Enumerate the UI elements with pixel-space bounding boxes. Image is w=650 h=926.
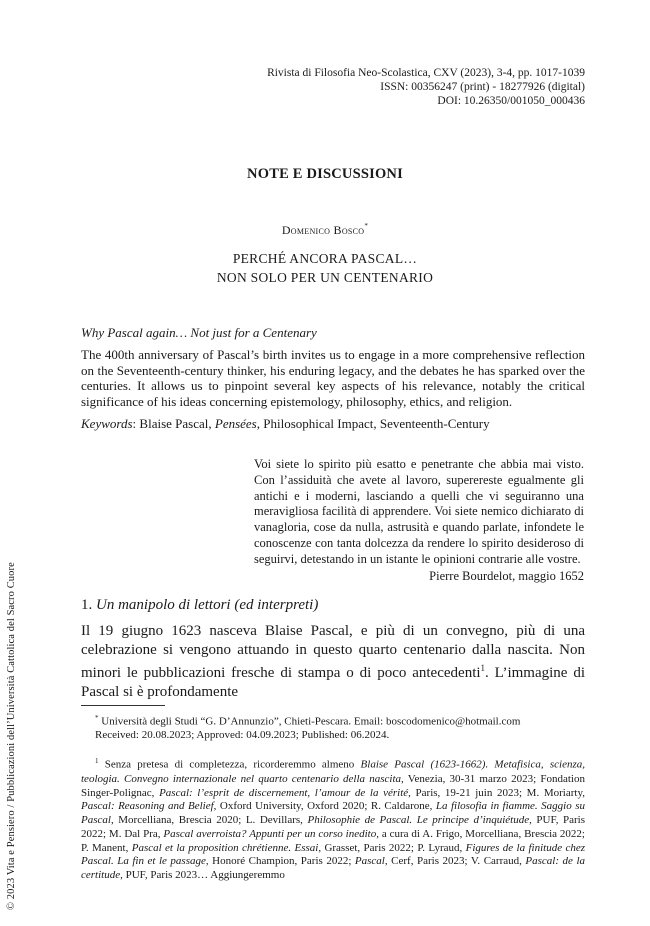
author-affiliation: Università degli Studi “G. D’Annunzio”, Chieti-Pescara. Email: boscodomenico@hotmail.com xyxy=(101,715,521,728)
article-title xyxy=(0,249,650,287)
fn1-text: Senza pretesa di completezza, ricorderemmo almeno xyxy=(104,758,361,771)
epigraph-attribution: Pierre Bourdelot, maggio 1652 xyxy=(429,568,584,583)
fn1-text: , Paris, 19-21 juin 2023; M. Moriarty, xyxy=(408,786,585,799)
fn1-text: , PUF, Paris 2022; M. Dal Pra, xyxy=(81,814,585,840)
fn1-italic: Pascal averroista? Appunti per un corso inedito xyxy=(163,827,377,840)
doi-line: DOI: 10.26350/001050_000436 xyxy=(437,95,585,107)
author-line xyxy=(0,222,650,238)
fn1-text: , Oxford University, Oxford 2020; R. Caldarone, xyxy=(213,800,436,813)
footnote-rule xyxy=(81,705,165,706)
footnote-1-mark: 1 xyxy=(95,757,99,766)
fn1-text: , Venezia, 30-31 marzo 2023; Fondation Singer-Polignac, xyxy=(81,772,585,799)
fn1-italic: Pascal et la proposition chrétienne. Essai xyxy=(131,841,319,854)
footnotes xyxy=(81,712,585,883)
journal-header xyxy=(165,66,585,108)
epigraph-text: Voi siete lo spirito più esatto e penetrante che abbia mai visto. Con l’assiduità che avete al lavoro, superereste egualmente gli antichi e i moderni, lasciando a quelli che vi seguiranno una meravigliosa facilità di apprendere. Voi siete nemico dichiarato di vanagloria, cose da nulla, astrusità e quando parlate, infondete le conoscenze con tanta dolcezza da rendere lo spirito desideroso di seguirvi, detestando in un istante le opinioni contrarie alle vostre. xyxy=(254,457,584,566)
author-name: Domenico Bosco xyxy=(281,223,365,237)
journal-citation: Rivista di Filosofia Neo-Scolastica, CXV (2023), 3-4, pp. 1017-1039 xyxy=(267,67,585,79)
keywords xyxy=(81,416,585,432)
keywords-label: Keywords xyxy=(81,415,133,431)
body-paragraph xyxy=(81,622,585,701)
fn1-text: , Morcelliana, Brescia 2020; L. Devillars, xyxy=(110,814,308,827)
fn1-text: , Cerf, Paris 2023; V. Carraud, xyxy=(384,855,526,868)
fn1-text: , Grasset, Paris 2022; P. Lyraud, xyxy=(318,841,466,854)
author-footnote-mark: * xyxy=(364,222,369,230)
footnote-ref-1[interactable]: 1 xyxy=(480,663,486,674)
fn1-italic: Philosophie de Pascal. Le principe d’inquiétude xyxy=(307,814,530,827)
issn-line: ISSN: 00356247 (print) - 18277926 (digital) xyxy=(380,81,585,93)
body-text-a: Il 19 giugno 1623 nasceva Blaise Pascal, e più di un convegno, più di una celebrazione si vengono attuando in questo quarto centenario dalla nascita. Non minori le pubblicazioni fresche di stampa o di poco antecedenti xyxy=(81,623,585,682)
abstract-text: The 400th anniversary of Pascal’s birth invites us to engage in a more comprehensive reflection on the Seventeenth-century thinker, his enduring legacy, and the debates he has sparked over the centuries. It allows us to pinpoint several key aspects of his relevance, notably the critical significance of his ideas concerning epistemology, philosophy, ethics, and religion. xyxy=(81,346,585,410)
keyword-2: Pensées xyxy=(214,415,257,431)
epigraph xyxy=(254,457,584,584)
keywords-separator: : xyxy=(132,415,140,431)
body-text-b: . L’immagine di Pascal si è profondamente xyxy=(81,665,585,700)
fn1-italic: Pascal xyxy=(354,855,385,868)
fn1-text: , Honoré Champion, Paris 2022; xyxy=(205,855,355,868)
chapter-title: Un manipolo di lettori (ed interpreti) xyxy=(96,597,319,613)
fn1-italic: Pascal: de la certitude xyxy=(81,855,586,882)
chapter-number: 1. xyxy=(81,597,93,613)
fn1-italic: Pascal: Reasoning and Belief xyxy=(81,800,214,813)
fn1-text: , PUF, Paris 2023… Aggiungeremmo xyxy=(120,869,285,882)
fn1-italic: Pascal: l’esprit de discernement, l’amour de la vérité xyxy=(159,786,409,799)
chapter-heading xyxy=(81,597,318,614)
fn1-italic: Figures de la finitude chez Pascal. La fin et le passage xyxy=(81,841,585,868)
section-heading: NOTE E DISCUSSIONI xyxy=(247,166,403,182)
footnote-star-mark: * xyxy=(95,714,99,722)
footnote-author xyxy=(81,712,585,743)
keyword-3: , Philosophical Impact, Seventeenth-Century xyxy=(256,415,490,431)
fn1-italic: Blaise Pascal (1623-1662). Metafisica, scienza, teologia. Convegno internazionale nel quarto centenario della nascita xyxy=(81,758,585,785)
article-title-line-2: NON SOLO PER UN CENTENARIO xyxy=(216,270,434,285)
fn1-text: , a cura di A. Frigo, Morcelliana, Brescia 2022; P. Manent, xyxy=(81,827,585,854)
footnote-1 xyxy=(81,755,585,883)
abstract xyxy=(81,325,585,432)
fn1-italic: La filosofia in fiamme. Saggio su Pascal xyxy=(81,800,585,827)
english-title: Why Pascal again… Not just for a Centenary xyxy=(81,325,317,340)
side-copyright: © 2023 Vita e Pensiero / Pubblicazioni dell’Università Cattolica del Sacro Cuore xyxy=(6,562,17,910)
publication-dates: Received: 20.08.2023; Approved: 04.09.2023; Published: 06.2024. xyxy=(95,729,390,742)
article-title-line-1: PERCHÉ ANCORA PASCAL… xyxy=(232,251,418,266)
keyword-1: Blaise Pascal, xyxy=(139,415,215,431)
